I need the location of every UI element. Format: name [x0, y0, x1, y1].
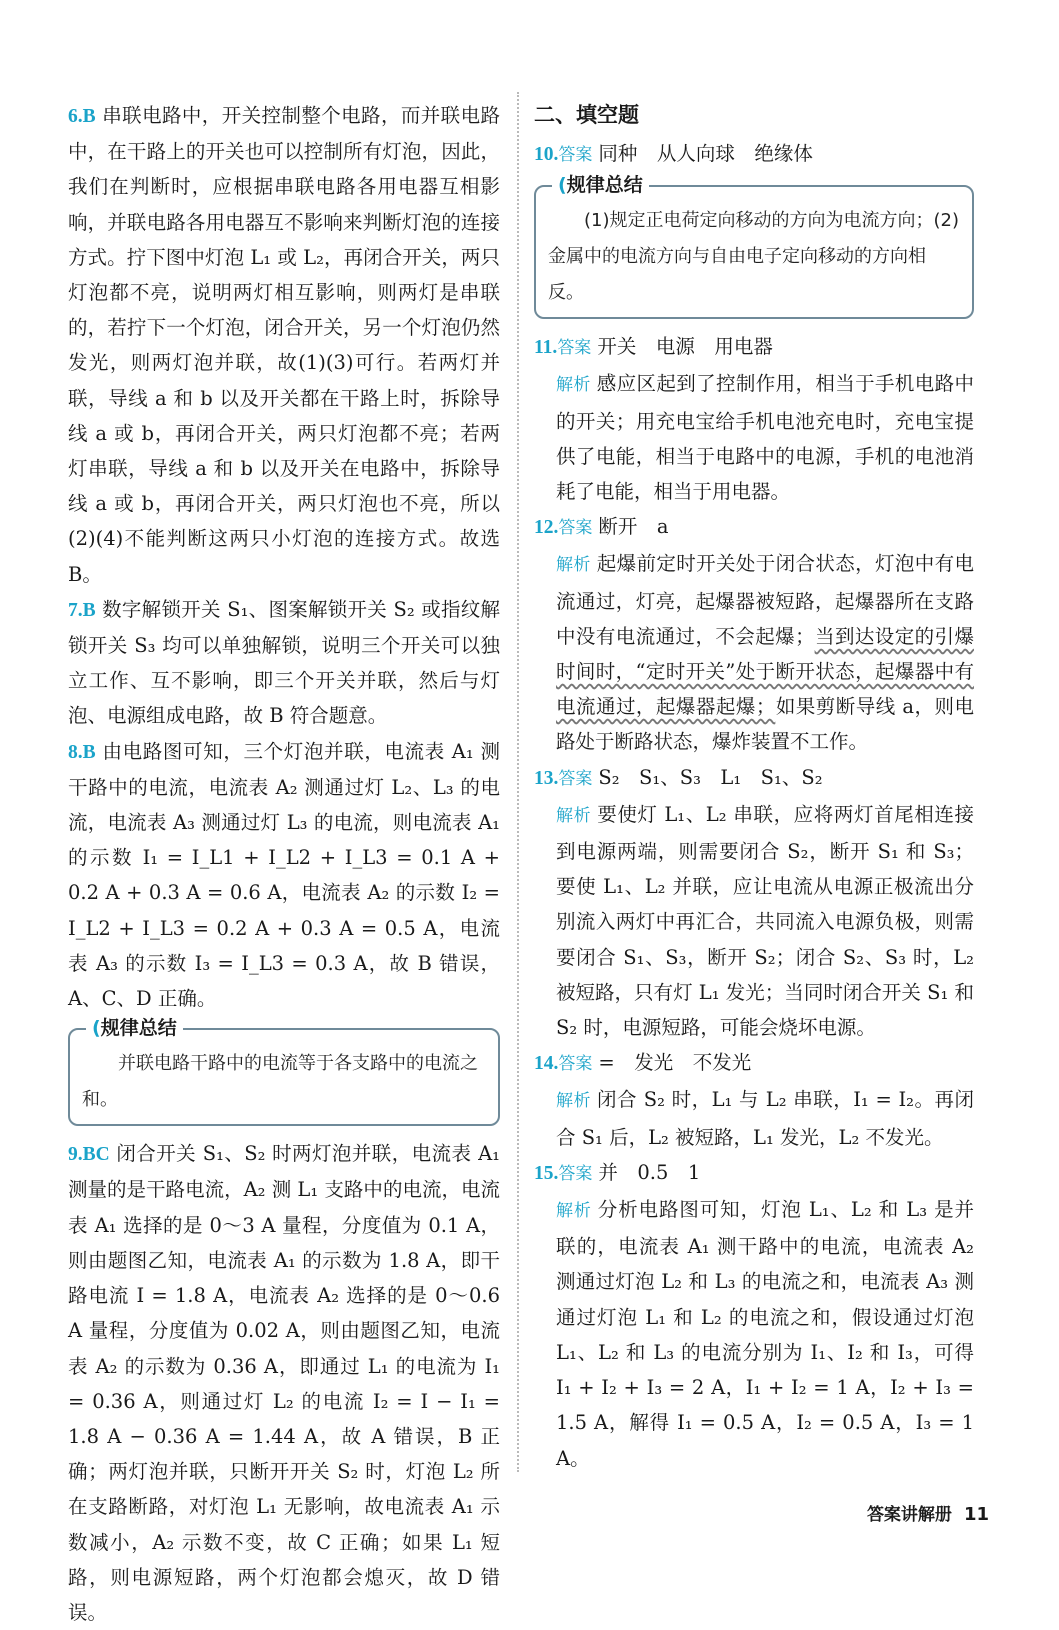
analysis-label: 解析 [556, 1091, 592, 1112]
answer-item-15: 15.答案 并 0.5 1 [534, 1160, 701, 1184]
analysis-12: 解析 起爆前定时开关处于闭合状态，灯泡中有电流通过，灯亮，起爆器被短路，起爆器所在支路中没有电流通过，不会起爆；当到达设定的引爆时间时，“定时开关”处于断开状态，起爆器中有电流通过，起爆器起爆；如果剪断导线 a，则电路处于断路状态，爆炸装置不工作。 [556, 552, 974, 754]
rule-summary-text: (1)规定正电荷定向移动的方向为电流方向；(2)金属中的电流方向与自由电子定向移动的方向相反。 [548, 210, 959, 304]
answer-label: 答案 [558, 768, 593, 789]
answer-item-11: 11.答案 开关 电源 用电器 [534, 335, 773, 359]
answer-item-13: 13.答案 S₂ S₁、S₃ L₁ S₁、S₂ [534, 765, 823, 789]
rule-summary-box [534, 174, 974, 319]
answer-item-14: 14.答案 = 发光 不发光 [534, 1051, 752, 1075]
analysis-text: 要使灯 L₁、L₂ 串联，应将两灯首尾相连接到电源两端，则需要闭合 S₂，断开 S₁ 和 S₃；要使 L₁、L₂ 并联，应让电流从电源正极流出分别流入两灯中再汇合，共同流入电源负极，则需要闭合 S₁、S₃，断开 S₂；闭合 S₂、S₃ 时，L₂ 被短路，只有灯 L₁ 发光；当同时闭合开关 S₁ 和 S₂ 时，电源短路，可能会烧坏电源。 [556, 802, 975, 1040]
rule-summary-title: (规律总结 [552, 173, 649, 197]
item-number: 8.B [68, 741, 96, 763]
answer-label: 答案 [557, 338, 592, 359]
answer-text: = 发光 不发光 [598, 1051, 752, 1075]
answer-text: S₂ S₁、S₃ L₁ S₁、S₂ [598, 765, 823, 789]
analysis-label: 解析 [556, 1201, 592, 1222]
rule-summary-text: 并联电路干路中的电流等于各支路中的电流之和。 [82, 1053, 478, 1111]
rule-summary-title: (规律总结 [86, 1016, 183, 1040]
analysis-15 [534, 1192, 974, 1476]
answer-item-6 [68, 98, 500, 592]
rule-summary-box [68, 1017, 500, 1126]
footer-label: 答案讲解册 [866, 1505, 952, 1525]
analysis-text: 分析电路图可知，灯泡 L₁、L₂ 和 L₃ 是并联的，电流表 A₁ 测干路中的电流，电流表 A₂ 测通过灯泡 L₂ 和 L₃ 的电流之和，电流表 A₃ 测通过灯泡 L₁ 和 L₂ 的电流之和，假设通过灯泡 L₁、L₂ 和 L₃ 的电流分别为 I₁、I₂ 和 I₃，可得 I₁ + I₂ + I₃ = 2 A，I₁ + I₂ = 1 A，I₂ + I₃ = 1.5 A，解得 I₁ = 0.5 A，I₂ = 0.5 A，I₃ = 1 A。 [556, 1198, 975, 1470]
page-number: 11 [963, 1504, 989, 1525]
item-number: 9.BC [68, 1144, 110, 1166]
analysis-label: 解析 [556, 375, 591, 396]
page-footer [867, 1500, 989, 1525]
section-heading: 二、填空题 [534, 103, 639, 127]
analysis-label: 解析 [556, 805, 592, 826]
answer-item-9 [68, 1136, 500, 1630]
answer-item-8 [68, 734, 500, 1017]
answer-item-12: 12.答案 断开 a [534, 515, 669, 539]
wavy-underlined-text: 当到达设定的引爆时间时，“定时开关”处于断开状态，起爆器中有电流通过，起爆器起爆； [556, 624, 974, 719]
item-text: 闭合开关 S₁、S₂ 时两灯泡并联，电流表 A₁ 测量的是干路电流，A₂ 测 L₁ 支路中的电流，电流表 A₁ 选择的是 0～3 A 量程，分度值为 0.1 A，则由题图乙知，电流表 A₁ 的示数为 1.8 A，即干路电流 I = 1.8 A，电流表 A₂ 选择的是 0～0.6 A 量程，分度值为 0.02 A，则由题图乙知，电流表 A₂ 的示数为 0.36 A，即通过 L₁ 的电流为 I₁ = 0.36 A，则通过灯 L₂ 的电流 I₂ = I − I₁ = 1.8 A − 0.36 A = 1.44 A，故 A 错误，B 正确；两灯泡并联，只断开开关 S₂ 时，灯泡 L₂ 所在支路断路，对灯泡 L₁ 无影响，故电流表 A₁ 示数减小，A₂ 示数不变，故 C 正确；如果 L₁ 短路，则电源短路，两个灯泡都会熄灭，故 D 错误。 [68, 1142, 500, 1624]
analysis-14 [534, 1082, 974, 1154]
answer-label: 答案 [558, 145, 593, 165]
analysis-text: 闭合 S₂ 时，L₁ 与 L₂ 串联，I₁ = I₂。再闭合 S₁ 后，L₂ 被短路，L₁ 发光，L₂ 不发光。 [556, 1088, 975, 1149]
analysis-13 [534, 797, 974, 1045]
answer-label: 答案 [558, 518, 593, 539]
answer-text: 并 0.5 1 [598, 1160, 701, 1184]
answer-item-10: 10.答案 同种 从人向球 绝缘体 [534, 142, 813, 165]
column-divider [517, 92, 519, 1472]
analysis-text: 感应区起到了控制作用，相当于手机电路中的开关；用充电宝给手机电池充电时，充电宝提供了电能，相当于电路中的电源，手机的电池消耗了电能，相当于用电器。 [556, 372, 974, 504]
item-text: 由电路图可知，三个灯泡并联，电流表 A₁ 测干路中的电流，电流表 A₂ 测通过灯 L₂、L₃ 的电流，电流表 A₃ 测通过灯 L₃ 的电流，则电流表 A₁ 的示数 I₁ = I_L1 + I_L2 + I_L3 = 0.1 A + 0.2 A + 0.3 A = 0.6 A，电流表 A₂ 的示数 I₂ = I_L2 + I_L3 = 0.2 A + 0.3 A = 0.5 A，电流表 A₃ 的示数 I₃ = I_L3 = 0.3 A，故 B 错误，A、C、D 正确。 [68, 739, 500, 1011]
analysis-label: 解析 [556, 555, 591, 576]
answer-item-7 [68, 592, 500, 734]
item-text: 数字解锁开关 S₁、图案解锁开关 S₂ 或指纹解锁开关 S₃ 均可以单独解锁，说明三个开关可以独立工作、互不影响，即三个开关并联，然后与灯泡、电源组成电路，故 B 符合题意。 [68, 597, 501, 728]
analysis-11 [534, 366, 974, 509]
item-number: 6.B [68, 106, 96, 127]
answer-text: 断开 a [598, 515, 669, 539]
answer-text: 同种 从人向球 绝缘体 [598, 142, 813, 165]
item-text: 串联电路中，开关控制整个电路，而并联电路中，在干路上的开关也可以控制所有灯泡，因此，我们在判断时，应根据串联电路各用电器互相影响，并联电路各用电器互不影响来判断灯泡的连接方式。拧下图中灯泡 L₁ 或 L₂，再闭合开关，两只灯泡都不亮，说明两灯相互影响，则两灯是串联的，若拧下一个灯泡，闭合开关，另一个灯泡仍然发光，则两灯泡并联，故(1)(3)可行。若两灯并联，导线 a 和 b 以及开关都在干路上时，拆除导线 a 或 b，再闭合开关，两只灯泡都不亮；若两灯串联，导线 a 和 b 以及开关在电路中，拆除导线 a 或 b，再闭合开关，两只灯泡也不亮，所以(2)(4)不能判断这两只小灯泡的连接方式。故选 B。 [68, 104, 500, 586]
answer-label: 答案 [558, 1054, 593, 1075]
answer-text: 开关 电源 用电器 [597, 335, 773, 359]
left-column [68, 98, 500, 1630]
item-number: 7.B [68, 599, 96, 621]
right-column [534, 98, 974, 1476]
answer-label: 答案 [558, 1163, 593, 1184]
